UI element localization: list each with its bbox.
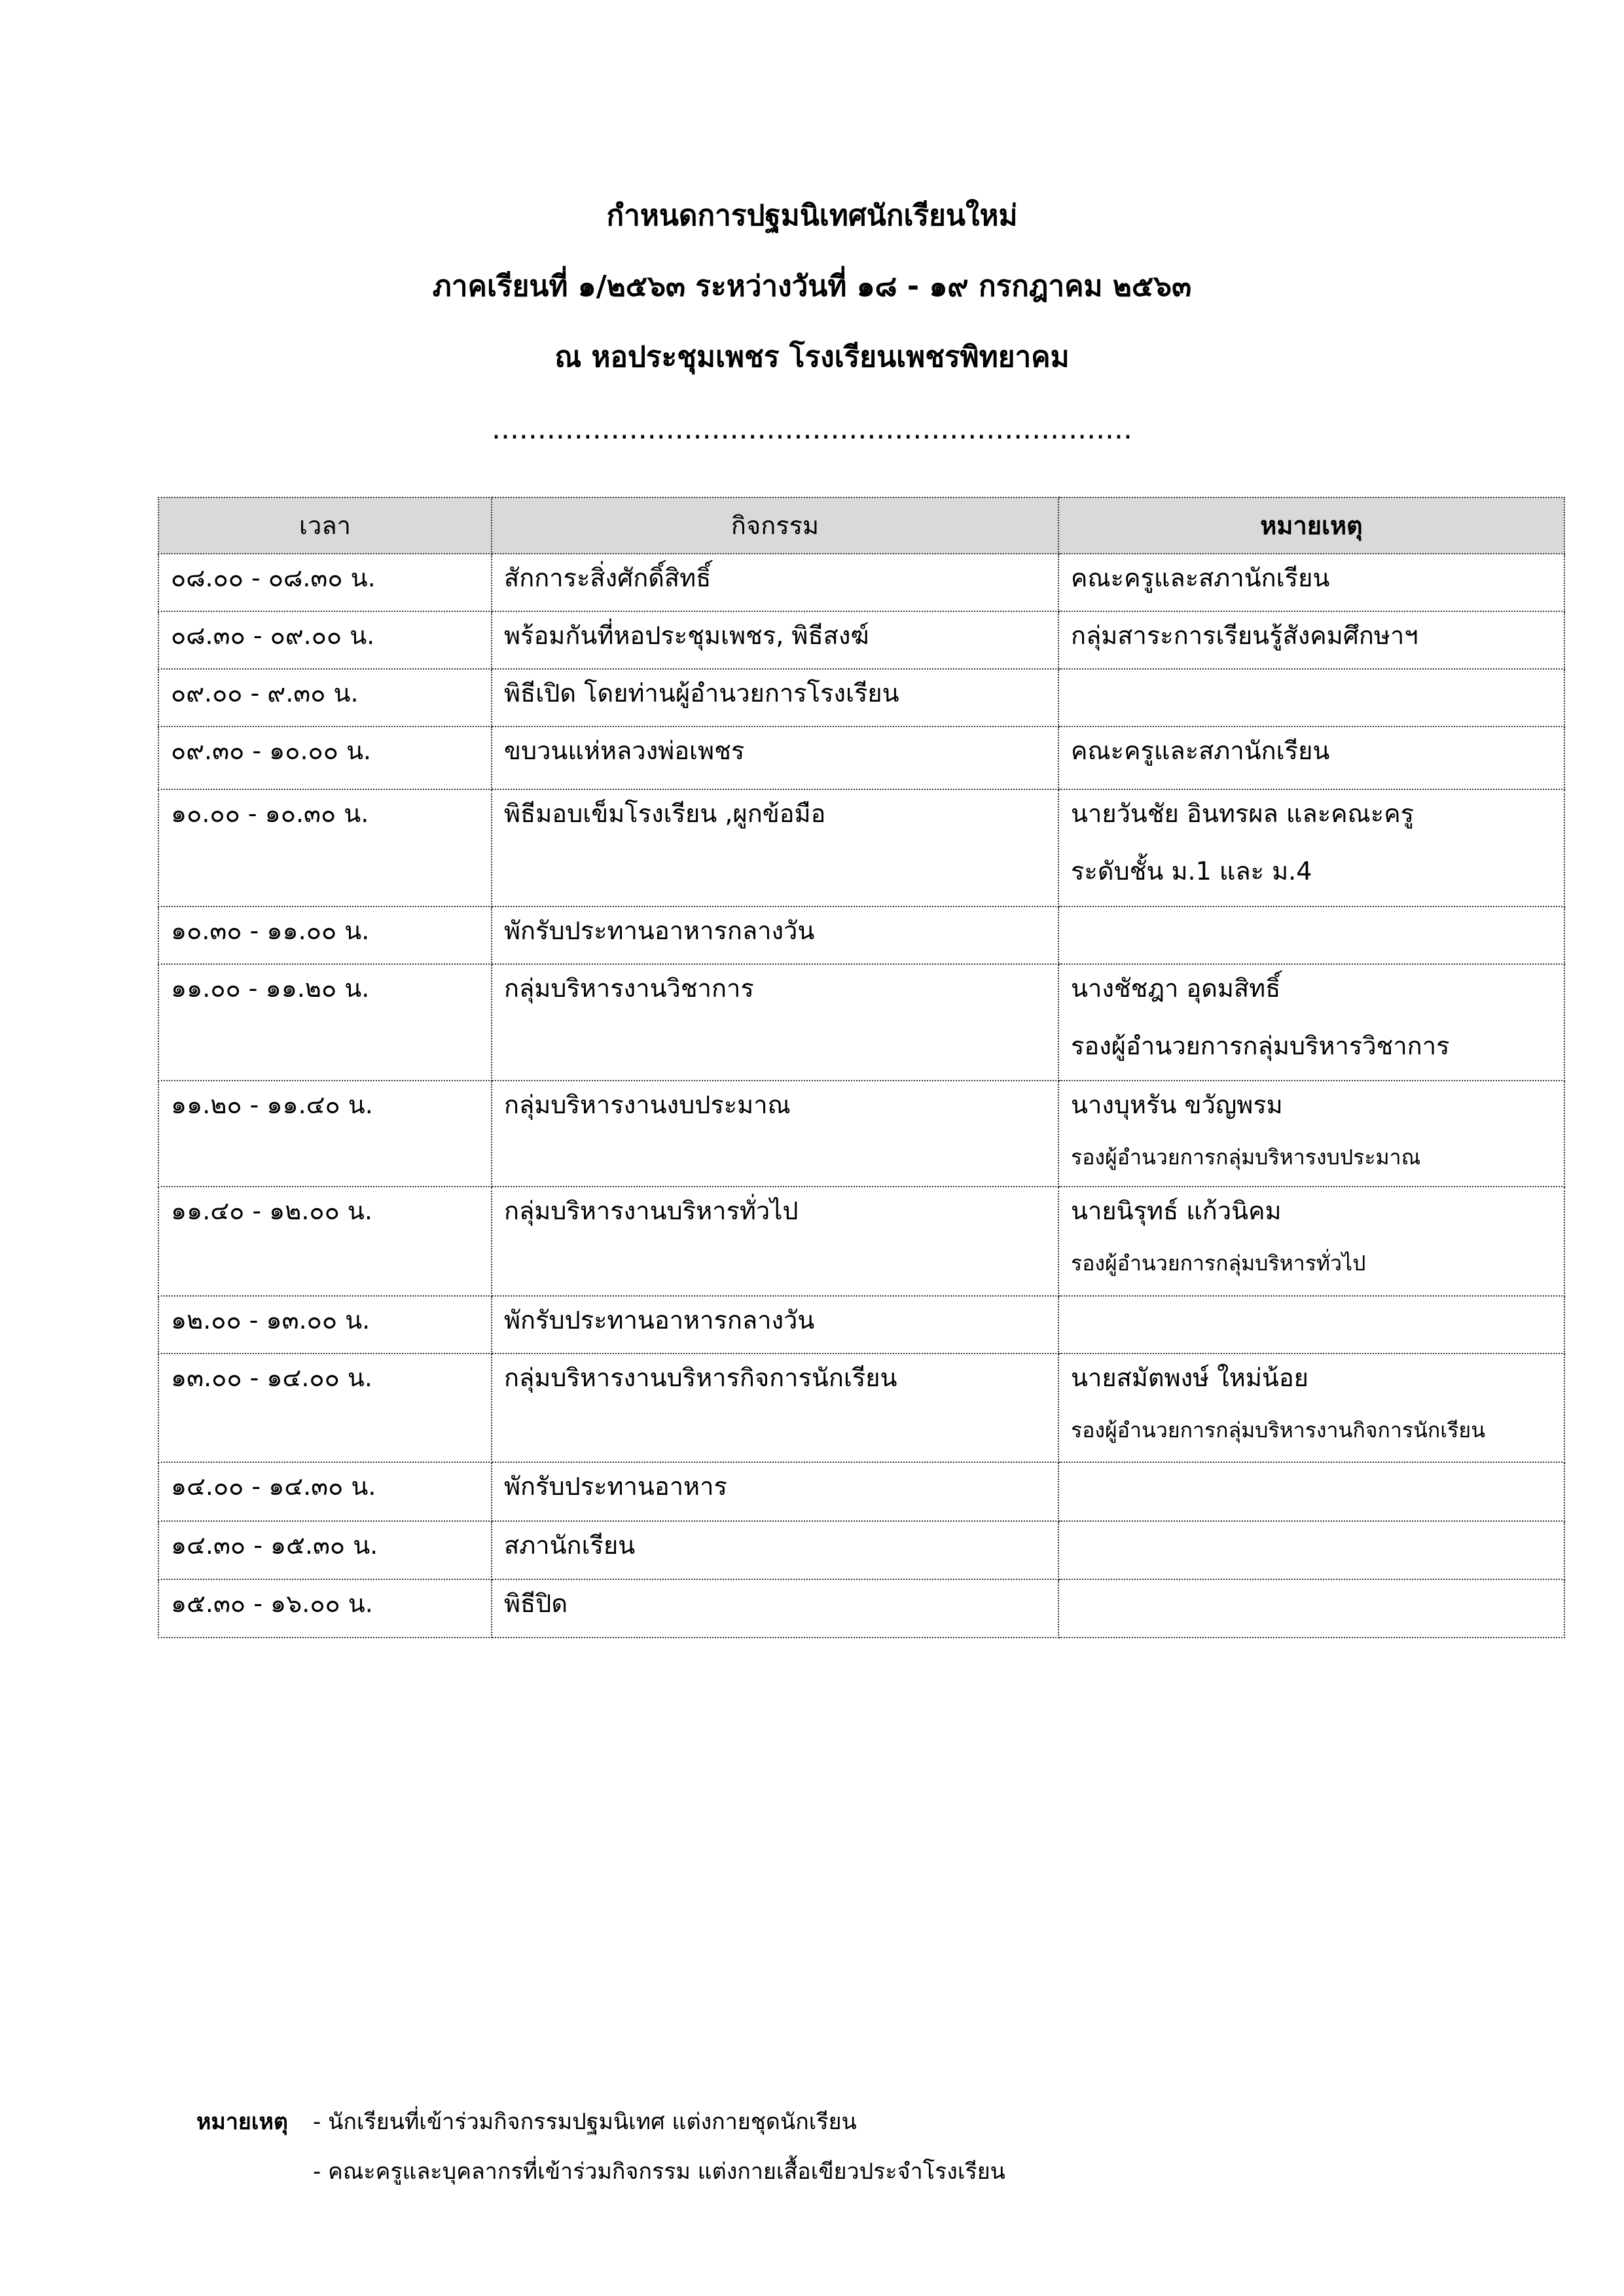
time-cell [158, 1296, 492, 1354]
time-cell [158, 1579, 492, 1638]
note-cell [1058, 1081, 1564, 1187]
time-cell-text: ๑๐.๓๐ - ๑๑.๐๐ น. [171, 916, 370, 945]
note-cell [1058, 1296, 1564, 1354]
table-row [158, 1354, 1564, 1462]
table-row [158, 1579, 1564, 1638]
activity-cell [492, 669, 1058, 726]
activity-cell [492, 554, 1058, 611]
time-cell [158, 726, 492, 789]
table-row [158, 789, 1564, 906]
note-cell [1058, 669, 1564, 726]
activity-cell [492, 611, 1058, 669]
table-row [158, 906, 1564, 964]
activity-cell [492, 906, 1058, 964]
note-cell-text: คณะครูและสภานักเรียน [1071, 564, 1330, 592]
table-row [158, 1081, 1564, 1187]
time-cell [158, 611, 492, 669]
time-cell-text: ๐๙.๓๐ - ๑๐.๐๐ น. [171, 736, 372, 765]
column-header-time: เวลา [158, 497, 492, 554]
table-row [158, 669, 1564, 726]
note-cell-text: นางชัชฎา อุดมสิทธิ์ [1071, 974, 1281, 1003]
activity-cell-text: พักรับประทานอาหารกลางวัน [504, 1306, 815, 1335]
activity-cell [492, 1579, 1058, 1638]
document-subtitle-venue: ณ หอประชุมเพชร โรงเรียนเพชรพิทยาคม [554, 340, 1070, 374]
activity-cell [492, 1521, 1058, 1579]
time-cell-text: ๑๔.๓๐ - ๑๕.๓๐ น. [171, 1531, 378, 1560]
note-cell [1058, 1579, 1564, 1638]
dotted-separator: ...................................................................... [491, 412, 1133, 446]
activity-cell [492, 789, 1058, 906]
time-cell-text: ๐๙.๐๐ - ๙.๓๐ น. [171, 679, 359, 708]
note-cell-subtext: รองผู้อำนวยการกลุ่มบริหารงบประมาณ [1071, 1145, 1421, 1170]
time-cell-text: ๑๐.๐๐ - ๑๐.๓๐ น. [171, 799, 369, 828]
activity-cell [492, 1354, 1058, 1462]
table-row [158, 1521, 1564, 1579]
table-row [158, 554, 1564, 611]
table-row [158, 611, 1564, 669]
activity-cell-text: กลุ่มบริหารงานงบประมาณ [504, 1090, 791, 1119]
activity-cell-text: พักรับประทานอาหาร [504, 1472, 727, 1501]
note-cell-text: นางบุหรัน ขวัญพรม [1071, 1090, 1283, 1119]
note-cell-text: คณะครูและสภานักเรียน [1071, 736, 1330, 765]
note-cell-subtext: รองผู้อำนวยการกลุ่มบริหารทั่วไป [1071, 1251, 1366, 1276]
table-row [158, 1462, 1564, 1521]
table-row [158, 726, 1564, 789]
activity-cell [492, 1462, 1058, 1521]
note-cell [1058, 789, 1564, 906]
time-cell-text: ๑๓.๐๐ - ๑๔.๐๐ น. [171, 1363, 372, 1392]
activity-cell-text: สักการะสิ่งศักดิ์สิทธิ์ [504, 564, 712, 592]
note-cell-subtext: รองผู้อำนวยการกลุ่มบริหารวิชาการ [1071, 1031, 1450, 1060]
time-cell-text: ๑๑.๔๐ - ๑๒.๐๐ น. [171, 1196, 372, 1225]
note-cell-text: นายสมัตพงษ์ ใหม่น้อย [1071, 1363, 1308, 1392]
footnote-label: หมายเหตุ [196, 2109, 288, 2135]
column-header-note: หมายเหตุ [1058, 497, 1564, 554]
time-cell-text: ๑๒.๐๐ - ๑๓.๐๐ น. [171, 1306, 370, 1335]
time-cell [158, 906, 492, 964]
note-cell-text: นายวันชัย อินทรผล และคณะครู [1071, 799, 1415, 828]
activity-cell-text: พิธีปิด [504, 1589, 568, 1618]
time-cell [158, 1462, 492, 1521]
activity-cell-text: พร้อมกันที่หอประชุมเพชร, พิธีสงฆ์ [504, 621, 869, 650]
time-cell [158, 789, 492, 906]
note-cell-text: นายนิรุทธ์ แก้วนิคม [1071, 1196, 1282, 1225]
note-cell [1058, 906, 1564, 964]
time-cell-text: ๑๑.๐๐ - ๑๑.๒๐ น. [171, 974, 370, 1003]
activity-cell-text: พิธีเปิด โดยท่านผู้อำนวยการโรงเรียน [504, 679, 899, 708]
note-cell [1058, 726, 1564, 789]
time-cell-text: ๑๔.๐๐ - ๑๔.๓๐ น. [171, 1472, 376, 1501]
time-cell [158, 1521, 492, 1579]
time-cell [158, 669, 492, 726]
schedule-table [158, 497, 1565, 1638]
footnote-line-teachers: - คณะครูและบุคลากรที่เข้าร่วมกิจกรรม แต่งกายเสื้อเขียวประจำโรงเรียน [313, 2159, 1005, 2185]
activity-cell [492, 1081, 1058, 1187]
note-cell [1058, 964, 1564, 1081]
column-header-activity: กิจกรรม [492, 497, 1058, 554]
activity-cell [492, 1296, 1058, 1354]
note-cell [1058, 1521, 1564, 1579]
activity-cell-text: สภานักเรียน [504, 1531, 636, 1560]
activity-cell [492, 726, 1058, 789]
table-header-row [158, 497, 1564, 554]
note-cell-subtext: ระดับชั้น ม.1 และ ม.4 [1071, 857, 1312, 886]
table-row [158, 1296, 1564, 1354]
footnote-line-students: - นักเรียนที่เข้าร่วมกิจกรรมปฐมนิเทศ แต่งกายชุดนักเรียน [313, 2109, 857, 2135]
note-cell [1058, 1354, 1564, 1462]
time-cell [158, 964, 492, 1081]
note-cell [1058, 611, 1564, 669]
activity-cell-text: กลุ่มบริหารงานวิชาการ [504, 974, 754, 1003]
document-subtitle-term-dates: ภาคเรียนที่ ๑/๒๕๖๓ ระหว่างวันที่ ๑๘ - ๑๙ กรกฎาคม ๒๕๖๓ [432, 270, 1192, 303]
time-cell-text: ๑๑.๒๐ - ๑๑.๔๐ น. [171, 1090, 373, 1119]
activity-cell-text: พักรับประทานอาหารกลางวัน [504, 916, 815, 945]
note-cell-subtext: รองผู้อำนวยการกลุ่มบริหารงานกิจการนักเรียน [1071, 1418, 1486, 1443]
table-row [158, 964, 1564, 1081]
activity-cell-text: กลุ่มบริหารงานบริหารทั่วไป [504, 1196, 799, 1225]
document-title: กำหนดการปฐมนิเทศนักเรียนใหม่ [606, 199, 1018, 232]
activity-cell-text: ขบวนแห่หลวงพ่อเพชร [504, 736, 745, 765]
time-cell [158, 1081, 492, 1187]
time-cell [158, 554, 492, 611]
time-cell-text: ๐๘.๐๐ - ๐๘.๓๐ น. [171, 564, 376, 592]
time-cell [158, 1187, 492, 1296]
activity-cell-text: พิธีมอบเข็มโรงเรียน ,ผูกข้อมือ [504, 799, 826, 828]
activity-cell [492, 1187, 1058, 1296]
time-cell [158, 1354, 492, 1462]
time-cell-text: ๐๘.๓๐ - ๐๙.๐๐ น. [171, 621, 375, 650]
activity-cell-text: กลุ่มบริหารงานบริหารกิจการนักเรียน [504, 1363, 897, 1392]
activity-cell [492, 964, 1058, 1081]
table-row [158, 1187, 1564, 1296]
note-cell-text: กลุ่มสาระการเรียนรู้สังคมศึกษาฯ [1071, 621, 1418, 650]
note-cell [1058, 1462, 1564, 1521]
note-cell [1058, 554, 1564, 611]
time-cell-text: ๑๕.๓๐ - ๑๖.๐๐ น. [171, 1589, 373, 1618]
note-cell [1058, 1187, 1564, 1296]
